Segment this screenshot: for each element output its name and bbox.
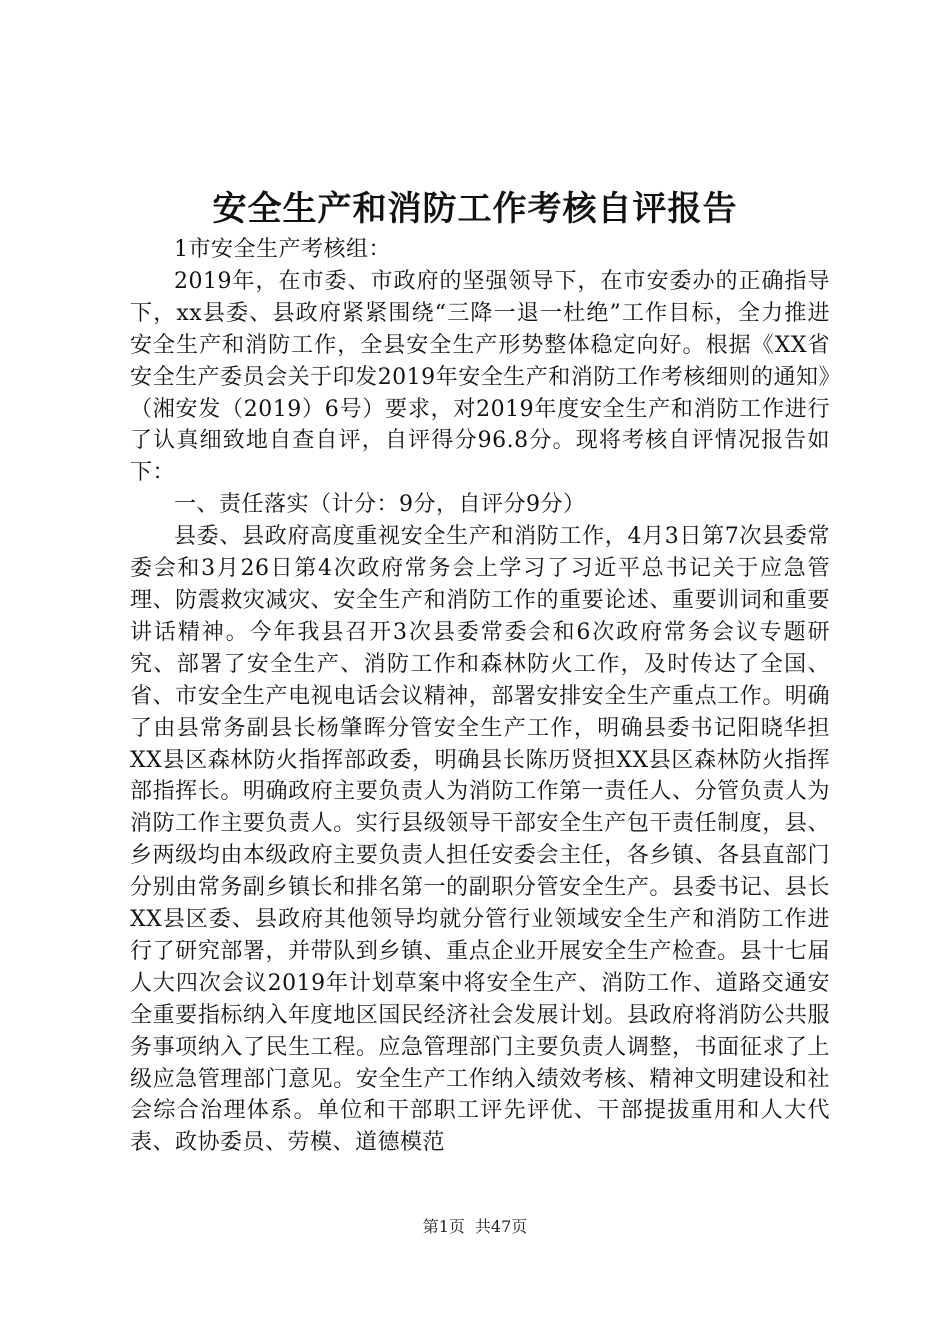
section-heading-responsibility: 一、责任落实（计分：9分，自评分9分） xyxy=(174,492,586,518)
page-footer xyxy=(0,1217,950,1237)
document-title: 安全生产和消防工作考核自评报告 xyxy=(212,189,738,229)
page-total: 共47页 xyxy=(474,1217,528,1236)
document-body xyxy=(130,234,830,1159)
paragraph-salutation: 1市安全生产考核组： xyxy=(174,237,391,262)
paragraph-responsibility: 县委、县政府高度重视安全生产和消防工作，4月3日第7次县委常委会和3月26日第4次政府常务会上学习了习近平总书记关于应急管理、防震救灾减灾、安全生产和消防工作的重要论述、重要训词和重要讲话精神。今年我县召开3次县委常委会和6次政府常务会议专题研究、部署了安全生产、消防工作和森林防火工作，及时传达了全国、省、市安全生产电视电话会议精神，部署安排安全生产重点工作。明确了由县常务副县长杨肇晖分管安全生产工作，明确县委书记阳晓华担XX县区森林防火指挥部政委，明确县长陈历贤担XX县区森林防火指挥部指挥长。明确政府主要负责人为消防工作第一责任人、分管负责人为消防工作主要负责人。实行县级领导干部安全生产包干责任制度，县、乡两级均由本级政府主要负责人担任安委会主任，各乡镇、各县直部门分别由常务副乡镇长和排名第一的副职分管安全生产。县委书记、县长XX县区委、县政府其他领导均就分管行业领域安全生产和消防工作进行了研究部署，并带队到乡镇、重点企业开展安全生产检查。县十七届人大四次会议2019年计划草案中将安全生产、消防工作、道路交通安全重要指标纳入年度地区国民经济社会发展计划。县政府将消防公共服务事项纳入了民生工程。应急管理部门主要负责人调整，书面征求了上级应急管理部门意见。安全生产工作纳入绩效考核、精神文明建设和社会综合治理体系。单位和干部职工评先评优、干部提拔重用和人大代表、政协委员、劳模、道德模范 xyxy=(130,524,830,1156)
paragraph-intro: 2019年，在市委、市政府的坚强领导下，在市安委办的正确指导下，xx县委、县政府紧紧围绕“三降一退一杜绝”工作目标，全力推进安全生产和消防工作，全县安全生产形势整体稳定向好。根据《XX省安全生产委员会关于印发2019年安全生产和消防工作考核细则的通知》（湘安发（2019）6号）要求，对2019年度安全生产和消防工作进行了认真细致地自查自评，自评得分96.8分。现将考核自评情况报告如下： xyxy=(130,268,830,486)
page-number: 第1页 xyxy=(422,1217,465,1236)
